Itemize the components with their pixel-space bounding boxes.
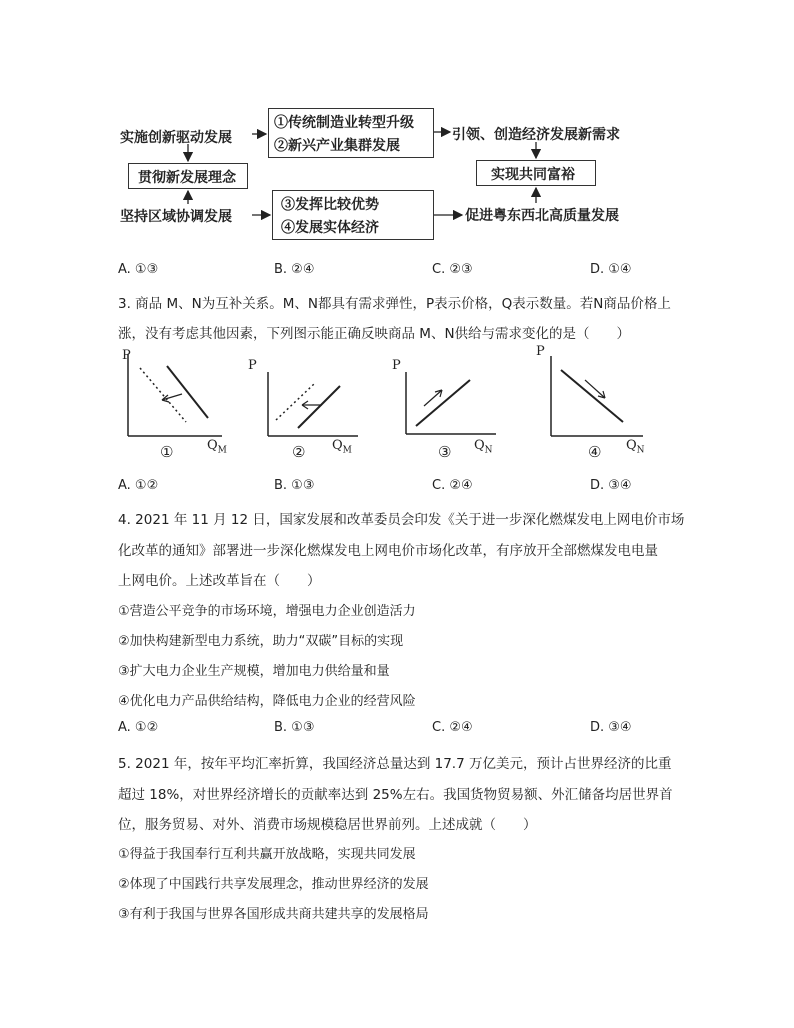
- q3-option-a[interactable]: A. ①②: [118, 478, 159, 493]
- graph3-p-label: P: [392, 358, 401, 373]
- graph1-p-label: P: [122, 348, 131, 363]
- q2-option-c[interactable]: C. ②③: [432, 262, 473, 277]
- graph1-solid-line: [167, 366, 208, 418]
- q4-option-b[interactable]: B. ①③: [274, 720, 315, 735]
- q5-item-2: ②体现了中国践行共享发展理念，推动世界经济的发展: [118, 877, 429, 892]
- flow-left-top: 实施创新驱动发展: [120, 130, 232, 146]
- q4-item-4: ④优化电力产品供给结构，降低电力企业的经营风险: [118, 694, 416, 709]
- graph4-solid-line: [561, 370, 623, 422]
- graph4-move-arrow: [585, 380, 605, 398]
- graph3-number: ③: [438, 443, 452, 461]
- flow-right-mid: 实现共同富裕: [491, 167, 575, 183]
- q5-stem-line3: 位，服务贸易、对外、消费市场规模稳居世界前列。上述成就（ ）: [118, 817, 537, 833]
- q3-option-b[interactable]: B. ①③: [274, 478, 315, 493]
- q5-stem-line1: 5. 2021 年，按年平均汇率折算，我国经济总量达到 17.7 万亿美元，预计占世界经济的比重: [118, 756, 672, 772]
- q5-item-3: ③有利于我国与世界各国形成共商共建共享的发展格局: [118, 907, 429, 922]
- graph2-dotted-line: [276, 384, 314, 420]
- graph4-q-label: $Q_N$: [626, 438, 645, 456]
- q5-item-1: ①得益于我国奉行互利共赢开放战略，实现共同发展: [118, 847, 416, 862]
- graph4-number: ④: [588, 443, 602, 461]
- q4-item-1: ①营造公平竞争的市场环境，增强电力企业创造活力: [118, 604, 416, 619]
- flow-box1-line2: ②新兴产业集群发展: [274, 138, 400, 154]
- graph3-move-arrow: [424, 390, 442, 406]
- flow-right-bottom: 促进粤东西北高质量发展: [465, 208, 619, 224]
- graph3-solid-line: [416, 380, 470, 426]
- q2-option-b[interactable]: B. ②④: [274, 262, 315, 277]
- q3-stem-line2: 涨，没有考虑其他因素，下列图示能正确反映商品 M、N供给与需求变化的是（ ）: [118, 326, 631, 342]
- flow-box2-line2: ④发展实体经济: [281, 220, 379, 236]
- graph2-p-label: P: [248, 358, 257, 373]
- q4-option-c[interactable]: C. ②④: [432, 720, 473, 735]
- graph2-q-label: $Q_M$: [332, 438, 352, 456]
- graph1-number: ①: [160, 443, 174, 461]
- q4-stem-line3: 上网电价。上述改革旨在（ ）: [118, 573, 321, 589]
- graph1-plot: [122, 350, 242, 460]
- q3-option-d[interactable]: D. ③④: [590, 478, 632, 493]
- q4-option-d[interactable]: D. ③④: [590, 720, 632, 735]
- flow-left-bottom: 坚持区域协调发展: [120, 209, 232, 225]
- q2-option-a[interactable]: A. ①③: [118, 262, 159, 277]
- graph2-plot: [262, 350, 382, 460]
- q4-item-2: ②加快构建新型电力系统，助力“双碳”目标的实现: [118, 634, 404, 649]
- q3-stem-line1: 3. 商品 M、N为互补关系。M、N都具有需求弹性，P表示价格，Q表示数量。若N商品价格上: [118, 296, 671, 312]
- q4-option-a[interactable]: A. ①②: [118, 720, 159, 735]
- graph4-p-label: P: [536, 344, 545, 359]
- graph3-q-label: $Q_N$: [474, 438, 493, 456]
- q4-stem-line1: 4. 2021 年 11 月 12 日，国家发展和改革委员会印发《关于进一步深化燃煤发电上网电价市场: [118, 512, 685, 528]
- q4-stem-line2: 化改革的通知》部署进一步深化燃煤发电上网电价市场化改革，有序放开全部燃煤发电电量: [118, 543, 658, 559]
- flow-right-top: 引领、创造经济发展新需求: [452, 127, 620, 143]
- flow-box2-line1: ③发挥比较优势: [281, 197, 379, 213]
- q3-option-c[interactable]: C. ②④: [432, 478, 473, 493]
- q2-option-d[interactable]: D. ①④: [590, 262, 632, 277]
- q5-stem-line2: 超过 18%，对世界经济增长的贡献率达到 25%左右。我国货物贸易额、外汇储备均居世界首: [118, 787, 673, 803]
- graph3-plot: [400, 350, 520, 460]
- graph1-q-label: $Q_M$: [207, 438, 227, 456]
- flow-box1-line1: ①传统制造业转型升级: [274, 115, 414, 131]
- graph4-plot: [545, 350, 665, 460]
- flow-left-mid: 贯彻新发展理念: [138, 170, 236, 186]
- graph2-number: ②: [292, 443, 306, 461]
- flow-arrows: [0, 0, 794, 260]
- q4-item-3: ③扩大电力企业生产规模，增加电力供给量和量: [118, 664, 390, 679]
